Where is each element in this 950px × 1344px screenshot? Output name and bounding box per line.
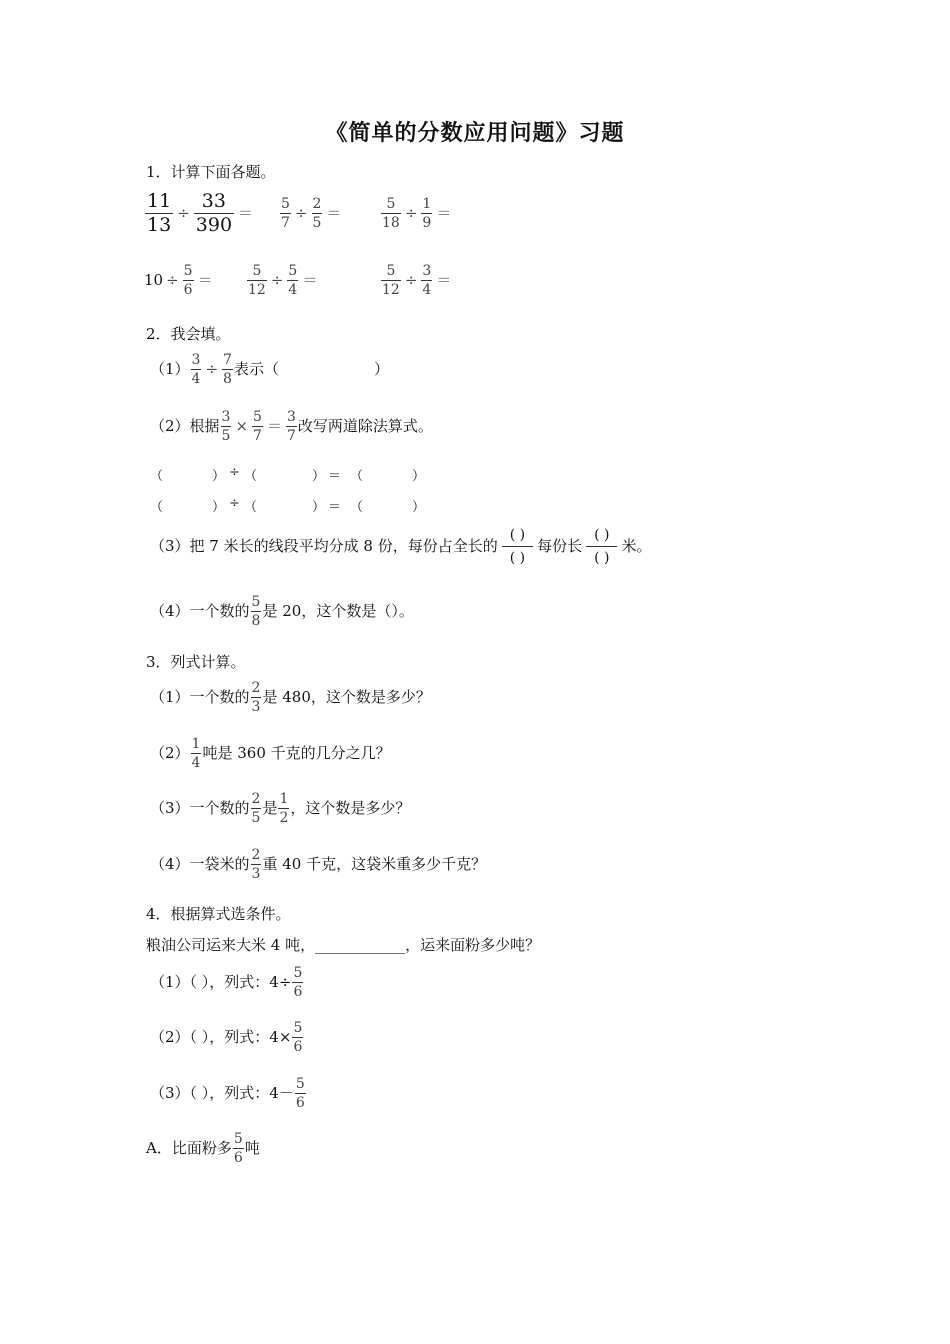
- fraction: $\frac{1}{2}$: [279, 791, 289, 826]
- blank-fraction: ( ) ( ): [586, 528, 617, 565]
- fraction: $\frac{33}{390}$: [195, 190, 233, 236]
- fraction: $\frac{1}{9}$: [422, 196, 432, 231]
- fraction: $\frac{5}{7}$: [253, 409, 262, 444]
- q3-part-4: （4）一袋米的 $\frac{2}{3}$ 重 40 千克，这袋米重多少千克？: [150, 847, 487, 882]
- fraction: $\frac{5}{6}$: [293, 965, 303, 1000]
- fraction: $\frac{5}{12}$: [248, 263, 266, 298]
- fraction: $\frac{3}{4}$: [191, 352, 201, 387]
- fraction: $\frac{5}{4}$: [288, 263, 298, 298]
- q1-expr-4: 10 ÷ $\frac{5}{6}$ ＝: [144, 263, 213, 298]
- fraction: $\frac{2}{5}$: [312, 196, 322, 231]
- q4-item-3: （3）（ ），列式：4－ $\frac{5}{6}$: [150, 1076, 305, 1111]
- q3-part-2: （2） $\frac{1}{4}$ 吨是 360 千克的几分之几？: [150, 736, 391, 771]
- q1-expr-2: $\frac{5}{7}$ ÷ $\frac{2}{5}$ ＝: [281, 196, 342, 231]
- q3-part-3: （3）一个数的 $\frac{2}{5}$ 是 $\frac{1}{2}$ ，这个数是多少？: [150, 791, 411, 826]
- fraction: $\frac{5}{12}$: [382, 263, 400, 298]
- fraction: $\frac{7}{8}$: [223, 352, 232, 387]
- fraction: $\frac{3}{5}$: [221, 409, 231, 444]
- fraction: $\frac{2}{3}$: [251, 847, 261, 882]
- q2-part-2: （2）根据 $\frac{3}{5}$ × $\frac{5}{7}$ ＝ $\frac{3}{7}$ 改写两道除法算式。: [150, 409, 433, 444]
- q4-stem: 粮油公司运来大米 4 吨，____________，运来面粉多少吨？: [146, 936, 541, 954]
- fraction: $\frac{3}{7}$: [286, 409, 296, 444]
- q1-expr-3: $\frac{5}{18}$ ÷ $\frac{1}{9}$ ＝: [382, 196, 452, 231]
- fraction: $\frac{11}{13}$: [147, 190, 172, 236]
- q4-item-2: （2）（ ），列式：4× $\frac{5}{6}$: [150, 1020, 303, 1055]
- fraction: $\frac{5}{6}$: [295, 1076, 305, 1111]
- fraction: $\frac{2}{5}$: [251, 791, 261, 826]
- q3-part-1: （1）一个数的 $\frac{2}{3}$ 是 480，这个数是多少？: [150, 680, 431, 715]
- q1-heading: 1．计算下面各题。: [146, 163, 276, 181]
- q2-part-3: （3）把 7 米长的线段平均分成 8 份，每份占全长的 ( ) ( ) 每份长 ( ) ( ) 米。: [150, 527, 652, 566]
- blank-fraction: ( ) ( ): [502, 528, 533, 565]
- q1-expr-5: $\frac{5}{12}$ ÷ $\frac{5}{4}$ ＝: [248, 263, 318, 298]
- fraction: $\frac{5}{6}$: [293, 1020, 303, 1055]
- q3-heading: 3．列式计算。: [146, 653, 246, 671]
- fraction: $\frac{3}{4}$: [422, 263, 432, 298]
- page-title: 《简单的分数应用问题》习题: [325, 120, 625, 146]
- q4-item-1: （1）（ ），列式：4÷ $\frac{5}{6}$: [150, 965, 303, 1000]
- q4-heading: 4．根据算式选条件。: [146, 905, 291, 923]
- q1-expr-6: $\frac{5}{12}$ ÷ $\frac{3}{4}$ ＝: [382, 263, 452, 298]
- q2-part-4: （4）一个数的 $\frac{5}{8}$ 是 20，这个数是（）。: [150, 594, 414, 629]
- fraction: $\frac{5}{6}$: [233, 1131, 243, 1166]
- q1-expr-1: $\frac{11}{13}$ ÷ $\frac{33}{390}$ ＝: [147, 190, 254, 236]
- fraction: $\frac{5}{18}$: [382, 196, 400, 231]
- q2-heading: 2．我会填。: [146, 325, 231, 343]
- q4-option-a: A．比面粉多 $\frac{5}{6}$ 吨: [146, 1131, 260, 1166]
- fraction: $\frac{2}{3}$: [251, 680, 261, 715]
- fraction: $\frac{5}{7}$: [281, 196, 290, 231]
- fraction: $\frac{5}{6}$: [183, 263, 193, 298]
- q2-part-1: （1） $\frac{3}{4}$ ÷ $\frac{7}{8}$ 表示（ ）: [150, 352, 389, 387]
- fraction: $\frac{5}{8}$: [251, 594, 261, 629]
- fraction: $\frac{1}{4}$: [191, 736, 201, 771]
